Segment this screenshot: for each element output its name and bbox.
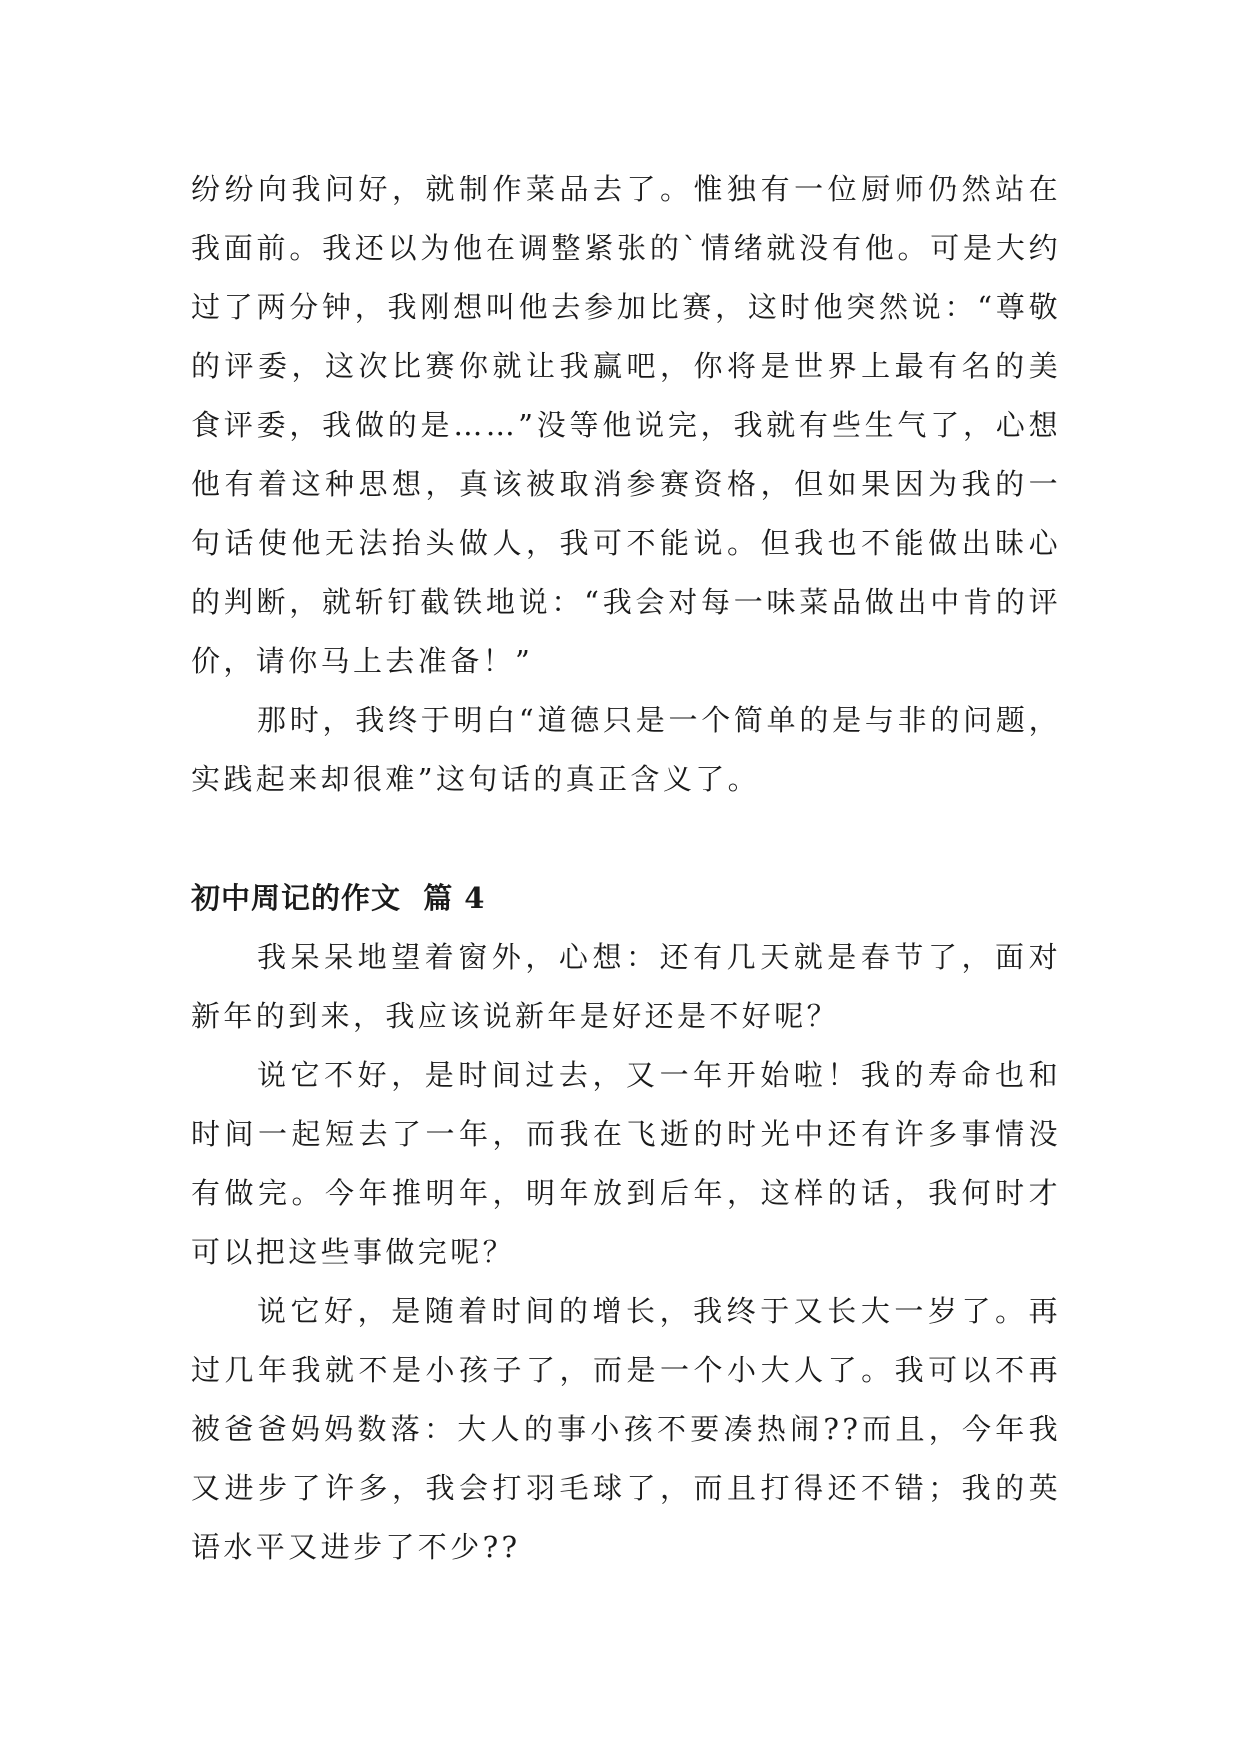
section-paragraph-1: 我呆呆地望着窗外，心想：还有几天就是春节了，面对新年的到来，我应该说新年是好还是不好呢？ <box>191 940 1061 1033</box>
continuation-paragraph: 纷纷向我问好，就制作菜品去了。惟独有一位厨师仍然站在我面前。我还以为他在调整紧张的`情绪就没有他。可是大约过了两分钟，我刚想叫他去参加比赛，这时他突然说：“尊敬的评委，这次比赛你就让我赢吧，你将是世界上最有名的美食评委，我做的是……”没等他说完，我就有些生气了，心想他有着这种思想，真该被取消参赛资格，但如果因为我的一句话使他无法抬头做人，我可不能说。但我也不能做出昧心的判断，就斩钉截铁地说：“我会对每一味菜品做出中肯的评价，请你马上去准备！” <box>191 172 1061 678</box>
section-title: 初中周记的作文 篇 4 <box>191 881 486 915</box>
section-paragraph-2: 说它不好，是时间过去，又一年开始啦！我的寿命也和时间一起短去了一年，而我在飞逝的时光中还有许多事情没有做完。今年推明年，明年放到后年，这样的话，我何时才可以把这些事做完呢？ <box>191 1058 1061 1269</box>
document-body <box>191 160 1061 1577</box>
closing-paragraph: 那时，我终于明白“道德只是一个简单的是与非的问题，实践起来却很难”这句话的真正含义了。 <box>191 703 1061 796</box>
section-paragraph-3: 说它好，是随着时间的增长，我终于又长大一岁了。再过几年我就不是小孩子了，而是一个小大人了。我可以不再被爸爸妈妈数落：大人的事小孩不要凑热闹??而且，今年我又进步了许多，我会打羽毛球了，而且打得还不错；我的英语水平又进步了不少?? <box>191 1294 1061 1564</box>
